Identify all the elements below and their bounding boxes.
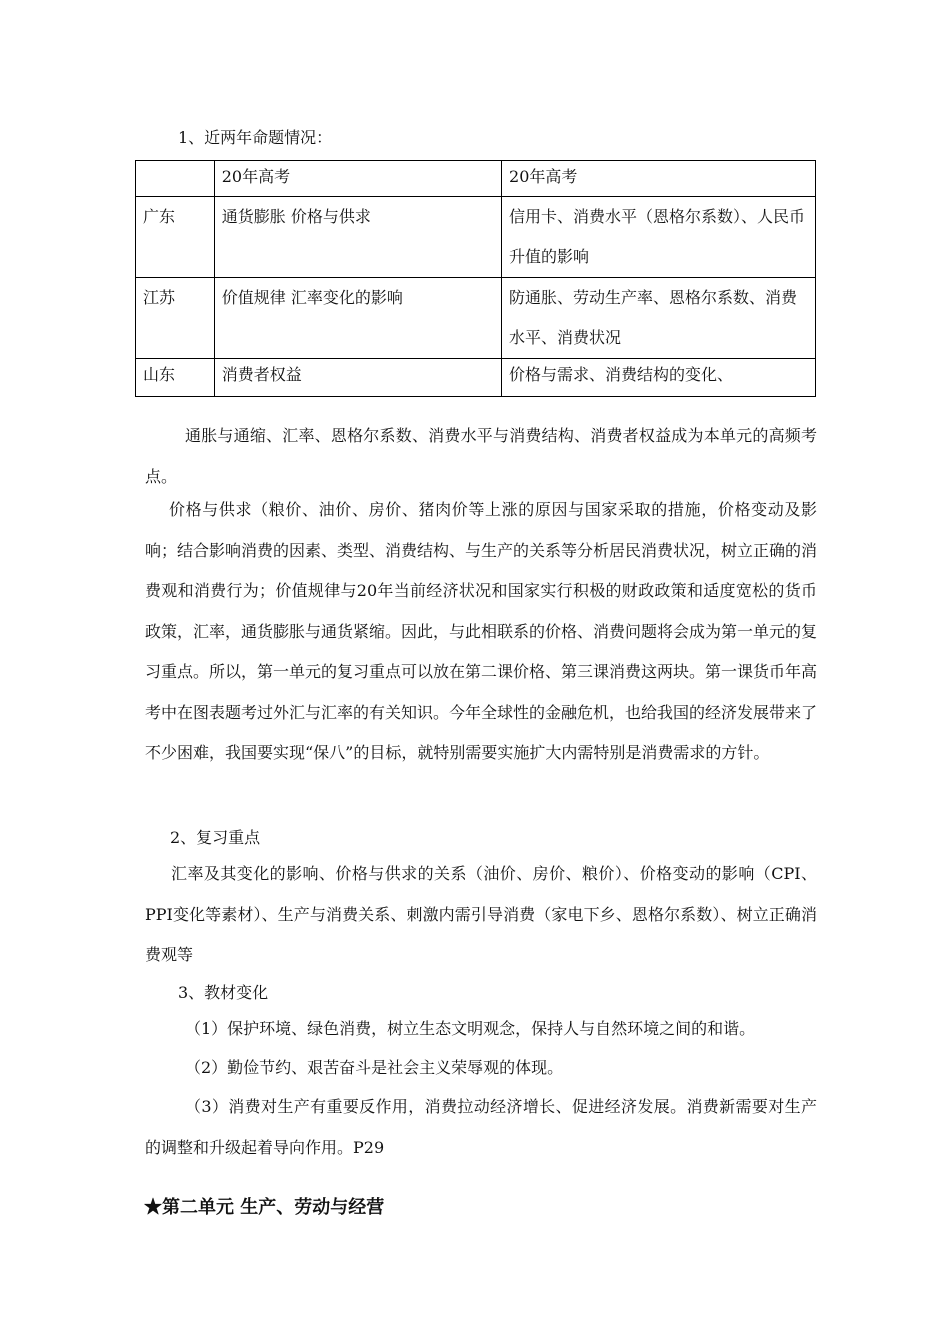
section-title: ★第二单元 生产、劳动与经营 xyxy=(144,1197,385,1218)
table-cell: 价值规律 汇率变化的影响 xyxy=(214,278,501,359)
table-cell-province: 山东 xyxy=(136,359,215,397)
table-cell-province: 广东 xyxy=(136,197,215,278)
table-header-cell xyxy=(136,161,215,197)
table-cell: 价格与需求、消费结构的变化、 xyxy=(502,359,816,397)
heading-exam-overview: 1、近两年命题情况： xyxy=(178,128,333,147)
list-item: （1）保护环境、绿色消费，树立生态文明观念，保持人与自然环境之间的和谐。 xyxy=(185,1019,756,1038)
paragraph-review-focus: 汇率及其变化的影响、价格与供求的关系（油价、房价、粮价）、价格变动的影响（CPI、PPI变化等素材）、生产与消费关系、刺激内需引导消费（家电下乡、恩格尔系数）、树立正确消费观等 xyxy=(145,864,817,964)
list-item: （3）消费对生产有重要反作用，消费拉动经济增长、促进经济发展。消费新需要对生产的调整和升级起着导向作用。P29 xyxy=(145,1097,817,1157)
list-item: （2）勤俭节约、艰苦奋斗是社会主义荣辱观的体现。 xyxy=(185,1058,564,1077)
table-cell: 通货膨胀 价格与供求 xyxy=(214,197,501,278)
table-cell: 信用卡、消费水平（恩格尔系数）、人民币升值的影响 xyxy=(502,197,816,278)
table-row xyxy=(136,359,816,397)
table-row xyxy=(136,197,816,278)
table-header-row xyxy=(136,161,816,197)
paragraph-high-frequency: 通胀与通缩、汇率、恩格尔系数、消费水平与消费结构、消费者权益成为本单元的高频考点。 xyxy=(145,426,817,486)
heading-review-focus: 2、复习重点 xyxy=(170,828,261,847)
table-cell: 防通胀、劳动生产率、恩格尔系数、消费水平、消费状况 xyxy=(502,278,816,359)
paragraph-analysis: 价格与供求（粮价、油价、房价、猪肉价等上涨的原因与国家采取的措施，价格变动及影响；结合影响消费的因素、类型、消费结构、与生产的关系等分析居民消费状况，树立正确的消费观和消费行为；价值规律与20年当前经济状况和国家实行积极的财政政策和适度宽松的货币政策，汇率，通货膨胀与通货紧缩。因此，与此相联系的价格、消费问题将会成为第一单元的复习重点。所以，第一单元的复习重点可以放在第二课价格、第三课消费这两块。第一课货币年高考中在图表题考过外汇与汇率的有关知识。今年全球性的金融危机，也给我国的经济发展带来了不少困难，我国要实现“保八”的目标，就特别需要实施扩大内需特别是消费需求的方针。 xyxy=(145,500,818,762)
table-cell: 消费者权益 xyxy=(214,359,501,397)
table-header-cell: 20年高考 xyxy=(214,161,501,197)
table-header-cell: 20年高考 xyxy=(502,161,816,197)
heading-textbook-changes: 3、教材变化 xyxy=(178,983,269,1002)
table-cell-province: 江苏 xyxy=(136,278,215,359)
table-row xyxy=(136,278,816,359)
exam-table xyxy=(135,160,816,397)
